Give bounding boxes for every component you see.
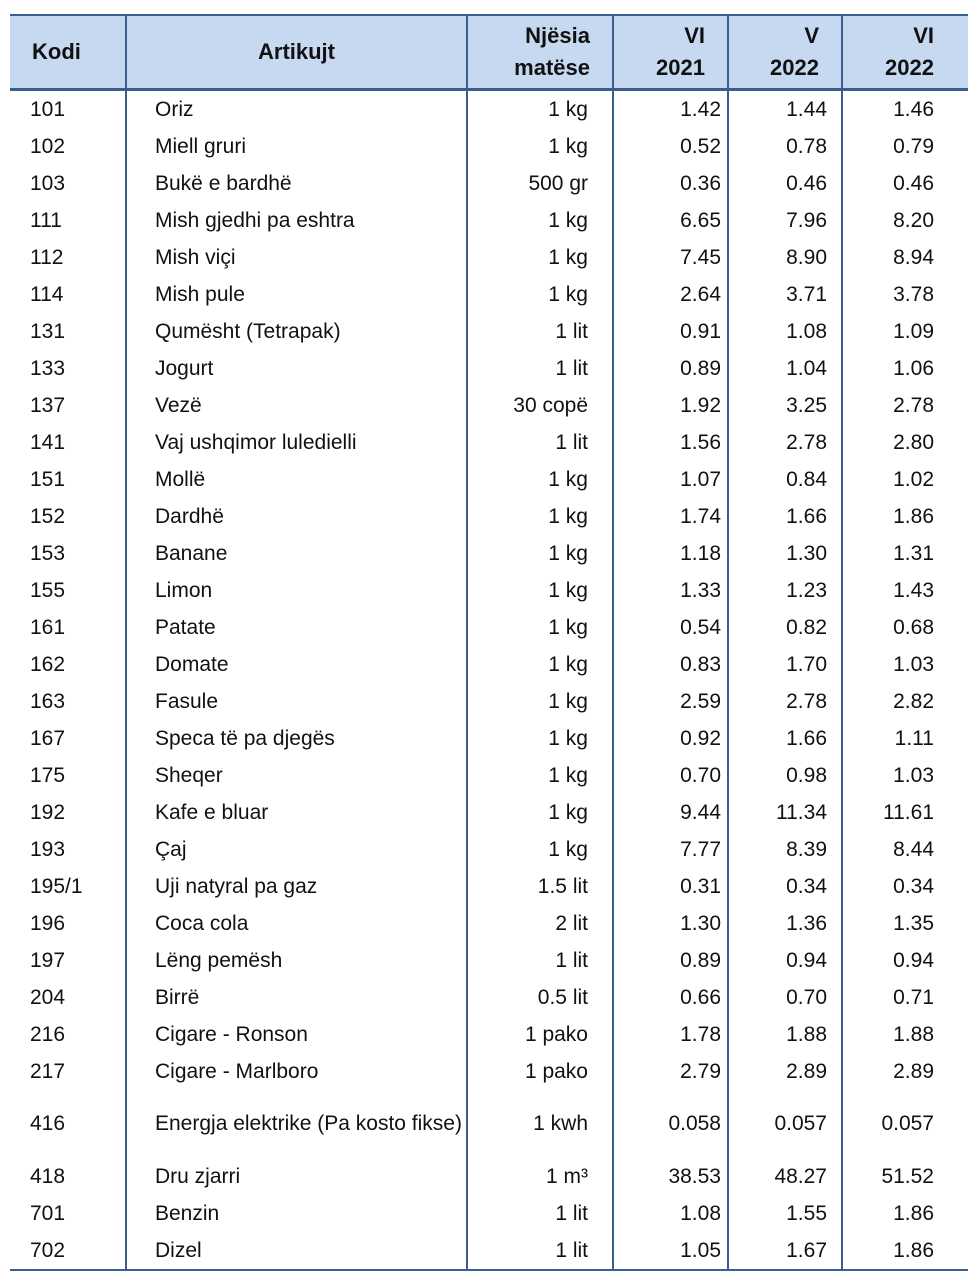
cell-vi-2021: 1.18 <box>613 535 728 572</box>
cell-item-name: Birrë <box>126 979 467 1016</box>
cell-code: 133 <box>10 350 126 387</box>
cell-code: 217 <box>10 1053 126 1090</box>
cell-vi-2022: 1.09 <box>893 319 934 343</box>
cell-v-2022: 7.96 <box>728 202 842 239</box>
cell-vi-2022: 1.46 <box>893 97 934 121</box>
cell-vi-2021: 2.59 <box>613 683 728 720</box>
cell-code: 701 <box>10 1195 126 1232</box>
cell-unit: 2 lit <box>467 905 613 942</box>
cell-item-name: Dizel <box>126 1232 467 1270</box>
table-row <box>10 646 968 683</box>
table-row <box>10 831 968 868</box>
cell-unit: 1 kg <box>467 720 613 757</box>
cell-item-name: Qumësht (Tetrapak) <box>126 313 467 350</box>
cell-v-2022: 1.08 <box>728 313 842 350</box>
cell-code: 204 <box>10 979 126 1016</box>
cell-vi-2021: 6.65 <box>613 202 728 239</box>
cell-v-2022: 8.39 <box>728 831 842 868</box>
cell-code: 167 <box>10 720 126 757</box>
cell-v-2022: 0.34 <box>728 868 842 905</box>
cell-item-name: Vezë <box>126 387 467 424</box>
cell-item-name: Miell gruri <box>126 128 467 165</box>
cell-v-2022: 0.057 <box>728 1090 842 1158</box>
cell-vi-2021: 7.77 <box>613 831 728 868</box>
cell-code: 112 <box>10 239 126 276</box>
header-vi-2022 <box>842 15 968 90</box>
cell-unit: 1 kg <box>467 128 613 165</box>
cell-item-name: Cigare - Marlboro <box>126 1053 467 1090</box>
cell-v-2022: 0.98 <box>728 757 842 794</box>
table-row <box>10 609 968 646</box>
cell-unit: 1 kg <box>467 683 613 720</box>
cell-unit: 500 gr <box>467 165 613 202</box>
cell-unit: 1 kg <box>467 202 613 239</box>
cell-vi-2022: 0.79 <box>893 134 934 158</box>
price-table <box>10 14 968 1271</box>
cell-item-name: Dardhë <box>126 498 467 535</box>
table-row <box>10 90 968 129</box>
cell-code: 197 <box>10 942 126 979</box>
header-code: Kodi <box>10 15 126 90</box>
header-unit <box>467 15 613 90</box>
cell-code: 162 <box>10 646 126 683</box>
table-row <box>10 942 968 979</box>
header-v-2022-year: 2022 <box>770 55 819 80</box>
cell-item-name: Bukë e bardhë <box>126 165 467 202</box>
cell-v-2022: 2.78 <box>728 424 842 461</box>
header-vi-2021 <box>613 15 728 90</box>
cell-vi-2022: 0.94 <box>893 948 934 972</box>
table-row <box>10 720 968 757</box>
table-row <box>10 424 968 461</box>
header-unit-line1: Njësia <box>525 23 590 48</box>
cell-vi-2021: 0.52 <box>613 128 728 165</box>
cell-item-name: Mish viçi <box>126 239 467 276</box>
cell-unit: 1 lit <box>467 1195 613 1232</box>
cell-item-name: Domate <box>126 646 467 683</box>
cell-vi-2021: 0.66 <box>613 979 728 1016</box>
cell-code: 111 <box>10 202 126 239</box>
cell-v-2022: 1.67 <box>728 1232 842 1270</box>
cell-code: 163 <box>10 683 126 720</box>
cell-vi-2022: 8.20 <box>893 208 934 232</box>
cell-code: 702 <box>10 1232 126 1270</box>
header-v-2022 <box>728 15 842 90</box>
cell-item-name: Coca cola <box>126 905 467 942</box>
cell-unit: 1 kg <box>467 239 613 276</box>
cell-unit: 1 kg <box>467 757 613 794</box>
table-row <box>10 387 968 424</box>
cell-vi-2022: 1.03 <box>893 763 934 787</box>
cell-vi-2022: 0.34 <box>893 874 934 898</box>
cell-unit: 1 pako <box>467 1016 613 1053</box>
cell-code: 196 <box>10 905 126 942</box>
cell-item-name: Patate <box>126 609 467 646</box>
cell-vi-2022: 0.68 <box>893 615 934 639</box>
cell-vi-2021: 2.64 <box>613 276 728 313</box>
cell-unit: 1 pako <box>467 1053 613 1090</box>
cell-code: 151 <box>10 461 126 498</box>
cell-code: 153 <box>10 535 126 572</box>
cell-vi-2021: 1.08 <box>613 1195 728 1232</box>
cell-v-2022: 0.46 <box>728 165 842 202</box>
cell-vi-2022: 1.88 <box>893 1022 934 1046</box>
table-row <box>10 1232 968 1270</box>
cell-v-2022: 1.30 <box>728 535 842 572</box>
table-row <box>10 1016 968 1053</box>
cell-v-2022: 3.71 <box>728 276 842 313</box>
header-v-2022-month: V <box>804 23 819 48</box>
table-row <box>10 535 968 572</box>
cell-vi-2022: 2.80 <box>893 430 934 454</box>
cell-vi-2022: 1.06 <box>893 356 934 380</box>
cell-vi-2021: 0.31 <box>613 868 728 905</box>
cell-item-name: Çaj <box>126 831 467 868</box>
cell-v-2022: 1.36 <box>728 905 842 942</box>
cell-vi-2022: 1.03 <box>893 652 934 676</box>
cell-vi-2022: 1.86 <box>842 1232 968 1270</box>
cell-item-name: Lëng pemësh <box>126 942 467 979</box>
cell-item-name: Dru zjarri <box>126 1158 467 1195</box>
cell-unit: 1 lit <box>467 313 613 350</box>
cell-vi-2021: 2.79 <box>613 1053 728 1090</box>
table-row <box>10 1158 968 1195</box>
cell-unit: 1.5 lit <box>467 868 613 905</box>
cell-v-2022: 1.66 <box>728 720 842 757</box>
cell-vi-2021: 0.058 <box>613 1090 728 1158</box>
cell-vi-2022: 0.057 <box>881 1112 934 1135</box>
table-row <box>10 1053 968 1090</box>
cell-unit: 1 kg <box>467 535 613 572</box>
cell-item-name: Mish pule <box>126 276 467 313</box>
cell-vi-2022: 0.46 <box>893 171 934 195</box>
cell-vi-2021: 0.54 <box>613 609 728 646</box>
cell-item-name: Speca të pa djegës <box>126 720 467 757</box>
cell-item-name: Benzin <box>126 1195 467 1232</box>
cell-unit: 1 lit <box>467 1232 613 1270</box>
cell-v-2022: 1.55 <box>728 1195 842 1232</box>
cell-item-name: Sheqer <box>126 757 467 794</box>
cell-vi-2021: 1.33 <box>613 572 728 609</box>
table-row <box>10 313 968 350</box>
table-row <box>10 757 968 794</box>
cell-item-name: Vaj ushqimor luledielli <box>126 424 467 461</box>
table-row <box>10 350 968 387</box>
cell-vi-2022: 3.78 <box>893 282 934 306</box>
cell-vi-2022: 1.02 <box>893 467 934 491</box>
cell-code: 161 <box>10 609 126 646</box>
table-row <box>10 461 968 498</box>
header-vi-2021-year: 2021 <box>656 55 705 80</box>
cell-vi-2021: 7.45 <box>613 239 728 276</box>
cell-code: 141 <box>10 424 126 461</box>
cell-vi-2021: 38.53 <box>613 1158 728 1195</box>
cell-vi-2022: 8.94 <box>893 245 934 269</box>
cell-v-2022: 1.88 <box>728 1016 842 1053</box>
cell-v-2022: 0.84 <box>728 461 842 498</box>
cell-vi-2021: 0.91 <box>613 313 728 350</box>
cell-v-2022: 2.78 <box>728 683 842 720</box>
cell-vi-2021: 1.74 <box>613 498 728 535</box>
cell-code: 192 <box>10 794 126 831</box>
cell-item-name: Banane <box>126 535 467 572</box>
cell-vi-2021: 0.70 <box>613 757 728 794</box>
cell-vi-2021: 9.44 <box>613 794 728 831</box>
cell-item-name: Energja elektrike (Pa kosto fikse) <box>126 1090 467 1158</box>
cell-vi-2022: 0.71 <box>893 985 934 1009</box>
cell-vi-2021: 0.92 <box>613 720 728 757</box>
cell-unit: 1 kg <box>467 461 613 498</box>
table-row <box>10 794 968 831</box>
table-row <box>10 683 968 720</box>
cell-vi-2021: 1.05 <box>613 1232 728 1270</box>
cell-item-name: Mollë <box>126 461 467 498</box>
cell-code: 102 <box>10 128 126 165</box>
cell-vi-2021: 0.83 <box>613 646 728 683</box>
table-row <box>10 128 968 165</box>
cell-unit: 1 kg <box>467 572 613 609</box>
cell-code: 195/1 <box>10 868 126 905</box>
cell-code: 101 <box>10 90 126 129</box>
cell-code: 193 <box>10 831 126 868</box>
cell-vi-2022: 1.35 <box>893 911 934 935</box>
header-item: Artikujt <box>126 15 467 90</box>
cell-vi-2021: 1.30 <box>613 905 728 942</box>
cell-item-name: Mish gjedhi pa eshtra <box>126 202 467 239</box>
cell-code: 152 <box>10 498 126 535</box>
cell-unit: 1 kg <box>467 646 613 683</box>
cell-vi-2021: 1.92 <box>613 387 728 424</box>
cell-unit: 1 kg <box>467 609 613 646</box>
cell-vi-2022: 1.86 <box>893 1201 934 1225</box>
cell-v-2022: 1.23 <box>728 572 842 609</box>
cell-code: 114 <box>10 276 126 313</box>
cell-unit: 1 lit <box>467 350 613 387</box>
cell-unit: 0.5 lit <box>467 979 613 1016</box>
cell-unit: 1 kg <box>467 90 613 129</box>
table-body <box>10 90 968 1271</box>
cell-item-name: Oriz <box>126 90 467 129</box>
table-row <box>10 498 968 535</box>
cell-v-2022: 1.44 <box>728 90 842 129</box>
cell-v-2022: 3.25 <box>728 387 842 424</box>
cell-unit: 1 kg <box>467 276 613 313</box>
cell-code: 216 <box>10 1016 126 1053</box>
cell-unit: 1 lit <box>467 942 613 979</box>
cell-vi-2022: 1.31 <box>893 541 934 565</box>
cell-vi-2021: 1.42 <box>613 90 728 129</box>
cell-v-2022: 11.34 <box>728 794 842 831</box>
cell-vi-2022: 8.44 <box>893 837 934 861</box>
cell-unit: 1 kg <box>467 794 613 831</box>
table-row <box>10 165 968 202</box>
table-row <box>10 905 968 942</box>
table-header <box>10 15 968 90</box>
cell-vi-2021: 1.56 <box>613 424 728 461</box>
cell-v-2022: 48.27 <box>728 1158 842 1195</box>
table-row <box>10 1090 968 1158</box>
cell-code: 175 <box>10 757 126 794</box>
cell-code: 155 <box>10 572 126 609</box>
table-row <box>10 1195 968 1232</box>
cell-v-2022: 1.66 <box>728 498 842 535</box>
cell-unit: 1 lit <box>467 424 613 461</box>
cell-vi-2022: 1.11 <box>894 726 934 750</box>
cell-unit: 1 kwh <box>467 1090 613 1158</box>
cell-v-2022: 2.89 <box>728 1053 842 1090</box>
cell-v-2022: 0.78 <box>728 128 842 165</box>
cell-vi-2021: 1.07 <box>613 461 728 498</box>
table-row <box>10 979 968 1016</box>
header-vi-2022-month: VI <box>913 23 934 48</box>
cell-v-2022: 0.82 <box>728 609 842 646</box>
cell-v-2022: 1.04 <box>728 350 842 387</box>
table-row <box>10 572 968 609</box>
cell-v-2022: 0.70 <box>728 979 842 1016</box>
cell-item-name: Cigare - Ronson <box>126 1016 467 1053</box>
cell-vi-2022: 2.78 <box>893 393 934 417</box>
cell-code: 418 <box>10 1158 126 1195</box>
table-row <box>10 868 968 905</box>
header-vi-2021-month: VI <box>684 23 705 48</box>
cell-code: 416 <box>10 1090 126 1158</box>
cell-code: 103 <box>10 165 126 202</box>
cell-item-name: Limon <box>126 572 467 609</box>
cell-v-2022: 8.90 <box>728 239 842 276</box>
cell-vi-2021: 0.89 <box>613 350 728 387</box>
header-vi-2022-year: 2022 <box>885 55 934 80</box>
cell-unit: 1 m³ <box>467 1158 613 1195</box>
cell-item-name: Kafe e bluar <box>126 794 467 831</box>
cell-vi-2022: 51.52 <box>881 1164 934 1188</box>
cell-vi-2022: 1.43 <box>893 578 934 602</box>
cell-vi-2022: 2.82 <box>893 689 934 713</box>
table-row <box>10 239 968 276</box>
cell-unit: 1 kg <box>467 498 613 535</box>
cell-item-name: Fasule <box>126 683 467 720</box>
table-row <box>10 276 968 313</box>
cell-item-name: Jogurt <box>126 350 467 387</box>
cell-vi-2021: 0.36 <box>613 165 728 202</box>
cell-v-2022: 1.70 <box>728 646 842 683</box>
cell-vi-2022: 2.89 <box>893 1059 934 1083</box>
cell-vi-2021: 1.78 <box>613 1016 728 1053</box>
cell-unit: 1 kg <box>467 831 613 868</box>
header-unit-line2: matëse <box>514 55 590 80</box>
cell-vi-2021: 0.89 <box>613 942 728 979</box>
cell-code: 137 <box>10 387 126 424</box>
cell-code: 131 <box>10 313 126 350</box>
cell-vi-2022: 11.61 <box>883 800 934 824</box>
cell-unit: 30 copë <box>467 387 613 424</box>
cell-item-name: Uji natyral pa gaz <box>126 868 467 905</box>
cell-v-2022: 0.94 <box>728 942 842 979</box>
cell-vi-2022: 1.86 <box>893 504 934 528</box>
table-row <box>10 202 968 239</box>
